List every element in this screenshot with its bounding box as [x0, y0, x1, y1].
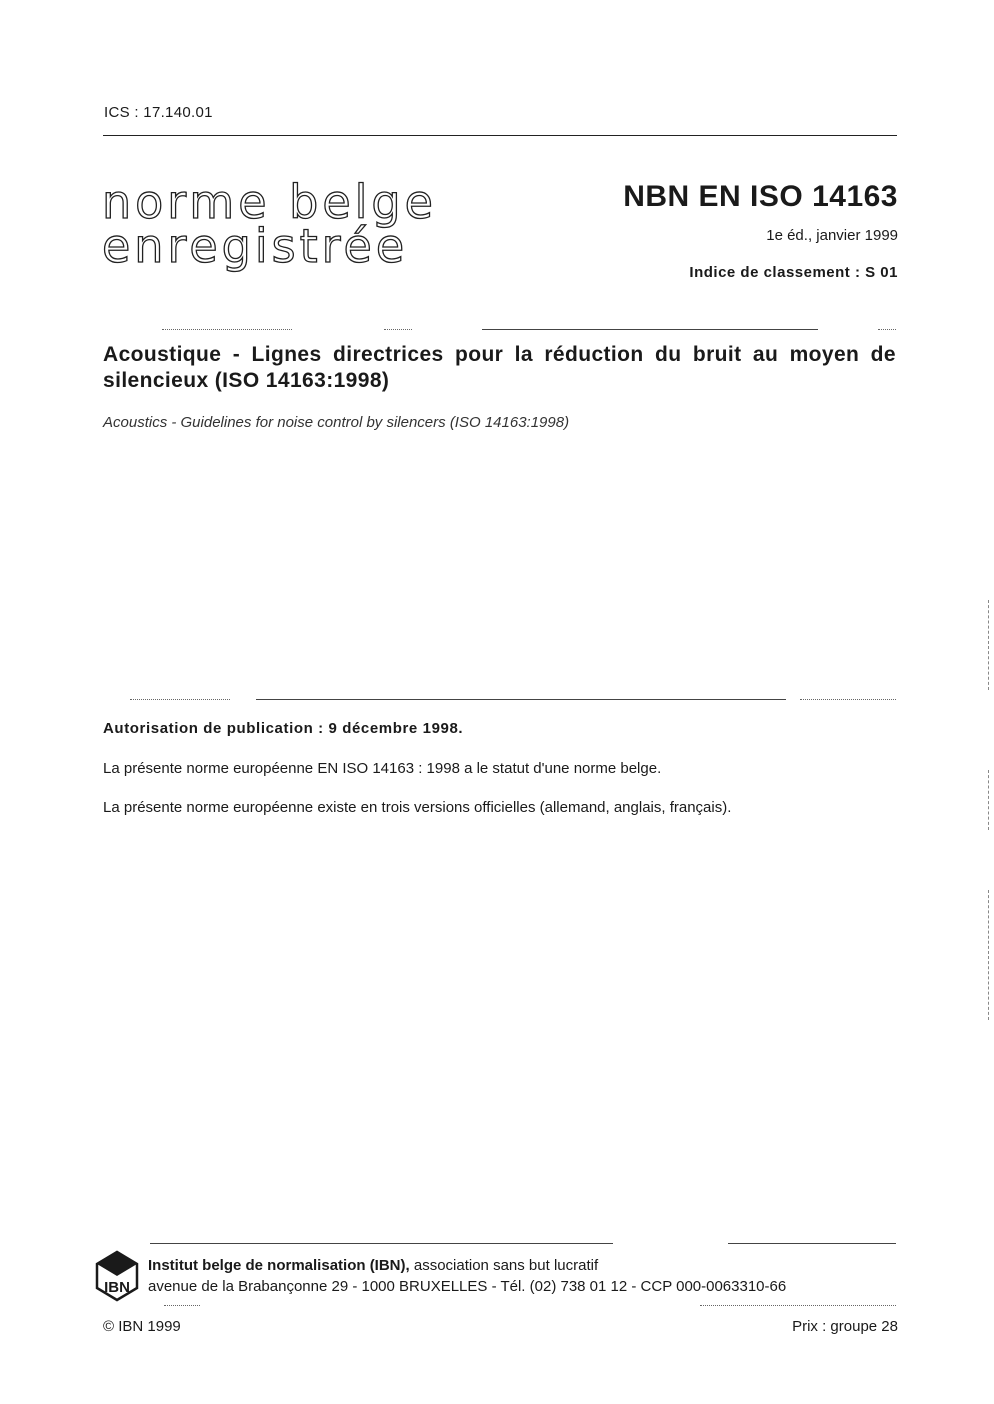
- brand-line-1: norme belge: [102, 175, 437, 229]
- footer-bottom-divider: [164, 1305, 200, 1306]
- edition: 1e éd., janvier 1999: [766, 227, 898, 244]
- footer-organization: [148, 1255, 786, 1297]
- org-description: association sans but lucratif: [409, 1257, 599, 1274]
- scan-edge-mark: [988, 600, 989, 690]
- title-french: Acoustique - Lignes directrices pour la réduction du bruit au moyen de silencieux (ISO 14163:1998): [103, 343, 896, 392]
- body-divider-solid: [256, 699, 786, 700]
- brand-line-2: enregistrée: [102, 219, 409, 273]
- scan-edge-mark: [988, 890, 989, 1020]
- scan-edge-mark: [988, 770, 989, 830]
- title-english: Acoustics - Guidelines for noise control by silencers (ISO 14163:1998): [103, 414, 570, 431]
- header-divider: [103, 135, 897, 136]
- org-name: Institut belge de normalisation (IBN),: [148, 1257, 410, 1274]
- footer-divider: [150, 1243, 613, 1244]
- body-divider-end: [800, 699, 896, 700]
- body-divider: [130, 699, 230, 700]
- versions-paragraph: La présente norme européenne existe en trois versions officielles (allemand, anglais, français).: [103, 799, 732, 816]
- classification-index: Indice de classement : S 01: [689, 264, 898, 281]
- footer-bottom-divider-right: [700, 1305, 896, 1306]
- title-divider-solid: [482, 329, 818, 330]
- title-divider-seg: [384, 329, 412, 330]
- org-address: avenue de la Brabançonne 29 - 1000 BRUXELLES - Tél. (02) 738 01 12 - CCP 000-0063310-66: [148, 1278, 787, 1295]
- ics-code: ICS : 17.140.01: [104, 104, 213, 121]
- title-divider: [162, 329, 292, 330]
- standard-number: NBN EN ISO 14163: [623, 180, 898, 213]
- price-group: Prix : groupe 28: [792, 1318, 898, 1335]
- copyright: © IBN 1999: [103, 1318, 181, 1335]
- title-divider-end: [878, 329, 896, 330]
- status-paragraph: La présente norme européenne EN ISO 14163 : 1998 a le statut d'une norme belge.: [103, 760, 662, 777]
- ibn-logo: [95, 1250, 139, 1302]
- publication-authorization: Autorisation de publication : 9 décembre 1998.: [103, 720, 464, 737]
- footer-divider-right: [728, 1243, 896, 1244]
- ibn-logo-text: IBN: [104, 1279, 130, 1296]
